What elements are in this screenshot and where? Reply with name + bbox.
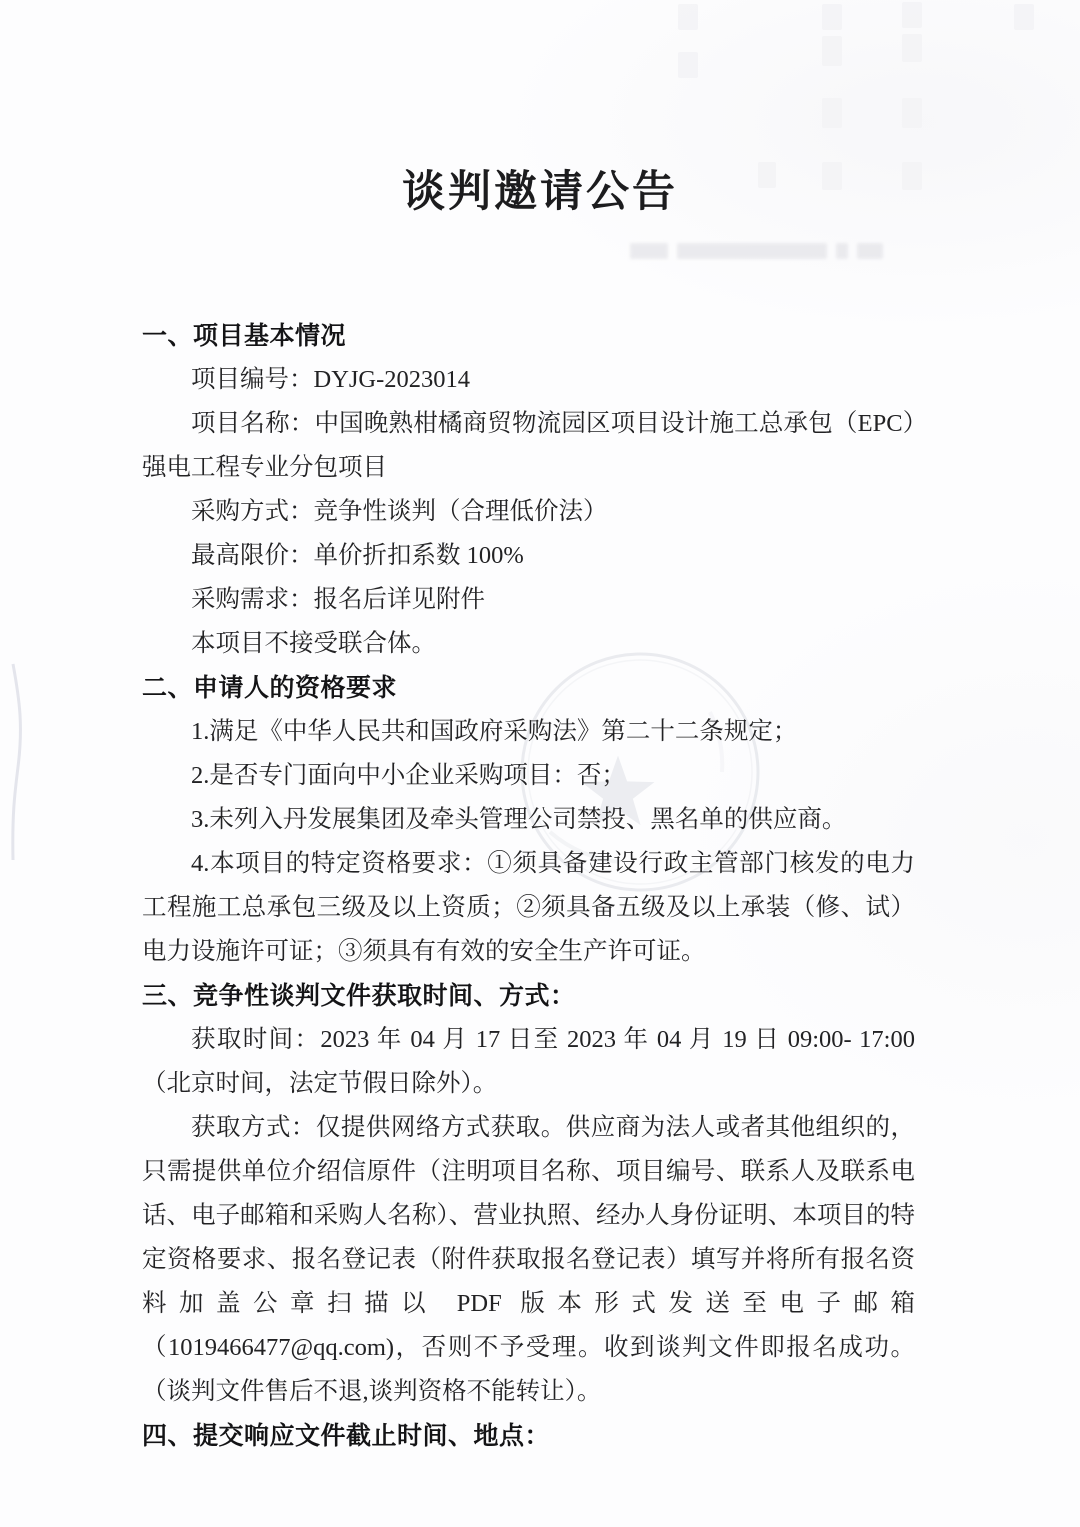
paragraph-procurement-demand: 采购需求：报名后详见附件 xyxy=(191,586,485,613)
paragraph-acquisition-method: 获取方式：仅提供网络方式获取。供应商为法人或者其他组织的，只需提供单位介绍信原件（注明项目名称、项目编号、联系人及联系电话、电子邮箱和采购人名称）、营业执照、经办人身份证明、本项目的特定资格要求、报名登记表（附件获取报名登记表）填写并将所有报名资料加盖公章扫描以 PDF 版本形式发送至电子邮箱（1019466477@qq.com)，否则不予受理。收到谈判文件即报名成功。（谈判文件售后不退,谈判资格不能转让）。 xyxy=(142,1114,915,1405)
scan-noise-patch xyxy=(902,34,922,62)
scan-noise-patch xyxy=(822,98,842,128)
paragraph-requirement-2: 2.是否专门面向中小企业采购项目：否； xyxy=(191,762,626,789)
paragraph-project-number: 项目编号：DYJG-2023014 xyxy=(191,366,471,393)
paragraph-requirement-1: 1.满足《中华人民共和国政府采购法》第二十二条规定； xyxy=(191,718,798,745)
bleedthrough-text-artifact xyxy=(630,243,920,263)
scan-noise-patch xyxy=(902,98,922,128)
scan-noise-patch xyxy=(822,4,842,30)
paragraph-no-consortium: 本项目不接受联合体。 xyxy=(191,630,436,657)
scan-noise-patch xyxy=(1014,4,1034,30)
scan-noise-patch xyxy=(678,4,698,30)
section-heading-3: 三、竞争性谈判文件获取时间、方式： xyxy=(142,982,576,1010)
section-heading-2: 二、申请人的资格要求 xyxy=(142,674,398,702)
scan-noise-patch xyxy=(822,36,842,66)
document-body xyxy=(142,314,915,1458)
paragraph-project-name: 项目名称：中国晚熟柑橘商贸物流园区项目设计施工总承包（EPC）强电工程专业分包项目 xyxy=(142,410,915,481)
section-heading-4: 四、提交响应文件截止时间、地点： xyxy=(142,1422,551,1450)
paragraph-requirement-4: 4.本项目的特定资格要求：①须具备建设行政主管部门核发的电力工程施工总承包三级及以上资质；②须具备五级及以上承装（修、试）电力设施许可证；③须具有有效的安全生产许可证。 xyxy=(142,850,915,965)
scan-noise-patch xyxy=(678,52,698,78)
section-heading-1: 一、项目基本情况 xyxy=(142,322,347,350)
paragraph-procurement-method: 采购方式：竞争性谈判（合理低价法） xyxy=(191,498,608,525)
scan-noise-patch xyxy=(902,2,922,28)
paragraph-requirement-3: 3.未列入丹发展集团及牵头管理公司禁投、黑名单的供应商。 xyxy=(191,806,847,833)
paragraph-acquisition-time: 获取时间：2023 年 04 月 17 日至 2023 年 04 月 19 日 09:00- 17:00（北京时间，法定节假日除外）。 xyxy=(142,1026,915,1097)
paragraph-price-limit: 最高限价：单价折扣系数 100% xyxy=(191,542,524,569)
fold-crease-mark xyxy=(0,652,40,882)
document-title: 谈判邀请公告 xyxy=(402,169,678,216)
